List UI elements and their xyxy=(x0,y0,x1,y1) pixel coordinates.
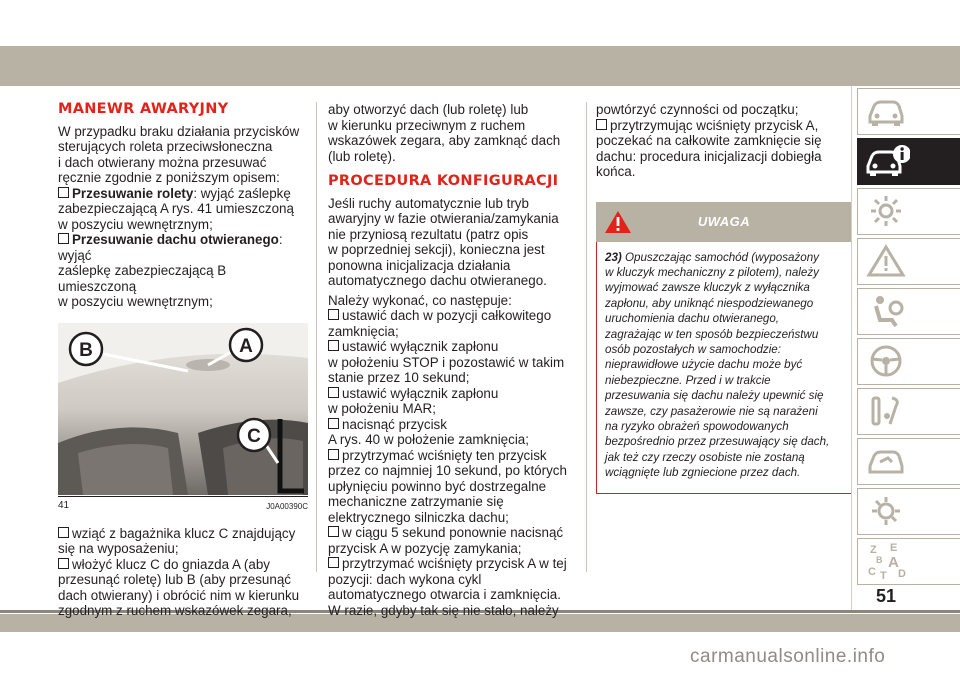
tab-car-i[interactable] xyxy=(857,138,960,185)
warning-body: 23) Opuszczając samochód (wyposażony w kluczyk mechaniczny z pilotem), należy wyjmować zawsze kluczyk z wyłącznika zapłonu, aby uniknąć niespodziewanego uruchomienia dachu otwieranego, zagrażając w ten sposób bezpieczeństwu osób pozostałych w samochodzie: nieprawidłowe użycie dachu może być niebezpieczne. Przed i w trakcie przesuwania się dachu należy upewnić się zawsze, czy pasażerowie nie są narażeni na ryzyko obrażeń spowodowanych bezpośrednio przez przesuwający się dach, jak też czy rzeczy osobiste nie zostaną wciągnięte lub zgniecione przez dach. xyxy=(596,242,852,494)
warning-ref: 23) xyxy=(605,250,622,264)
figure-label-c: C xyxy=(247,425,261,447)
section-title-procedura: PROCEDURA KONFIGURACJI xyxy=(328,173,559,189)
bullet-box-icon xyxy=(328,418,339,429)
bullet-box-icon xyxy=(58,187,69,198)
header-band xyxy=(0,46,960,86)
sidebar-divider xyxy=(851,86,852,610)
page-top-margin xyxy=(0,0,960,46)
car-info-icon xyxy=(866,94,906,128)
tab-tools[interactable] xyxy=(857,388,960,435)
figure-caption xyxy=(58,496,308,511)
bullet-box-icon xyxy=(328,387,339,398)
bullet-box-icon xyxy=(328,449,339,460)
tab-dashboard-lights[interactable] xyxy=(857,188,960,235)
tab-airbag-seat[interactable] xyxy=(857,288,960,335)
tools-icon xyxy=(866,394,906,428)
continued-paragraph: aby otworzyć dach (lub roletę) lub w kierunku przeciwnym z ruchem wskazówek zegara, aby zamknąć dach (lub roletę). xyxy=(328,102,561,164)
dashboard-lights-icon xyxy=(866,194,906,228)
svg-text:T: T xyxy=(880,570,887,581)
technical-data-icon xyxy=(866,494,906,528)
steering-wheel-icon xyxy=(866,344,906,378)
figure-41-photo xyxy=(58,323,308,495)
section-title-manewr: MANEWR AWARYJNY xyxy=(58,101,229,117)
bullet-box-icon xyxy=(328,557,339,568)
step-item: przytrzymać wciśnięty przycisk A w tej pozycji: dach wykona cykl automatycznego otwarcia i zamknięcia. W razie, gdyby tak się nie stało, należy xyxy=(328,556,567,618)
index-icon xyxy=(866,541,912,581)
step-item: przytrzymując wciśnięty przycisk A, poczekać na całkowite zamknięcie się dachu: procedura inicjalizacji dobiegła końca. xyxy=(596,117,822,179)
svg-text:Z: Z xyxy=(870,544,877,556)
procedure-paragraph: Jeśli ruchy automatycznie lub tryb awaryjny w fazie otwierania/zamykania nie przyniosą rezultatu (patrz opis w poprzedniej sekcji), konieczna jest ponowna inicjalizacja działania automatycznego dachu otwieranego. xyxy=(328,195,559,288)
column-2 xyxy=(328,102,578,618)
svg-text:D: D xyxy=(898,568,906,580)
bullet-box-icon xyxy=(328,526,339,537)
svg-text:A: A xyxy=(888,554,899,571)
figure-code: J0A00390C xyxy=(266,501,308,511)
bullet-box-icon xyxy=(328,340,339,351)
tab-car-service[interactable] xyxy=(857,438,960,485)
column-divider xyxy=(316,102,317,572)
warning-triangle-icon xyxy=(866,244,906,278)
figure-label-b: B xyxy=(79,339,93,361)
bullet-box-icon xyxy=(58,558,69,569)
tab-technical-data[interactable] xyxy=(857,488,960,535)
procedure-lead: Należy wykonać, co następuje: xyxy=(328,292,512,308)
tab-warning[interactable] xyxy=(857,238,960,285)
svg-text:C: C xyxy=(868,566,876,578)
continued-line: powtórzyć czynności od początku; xyxy=(596,102,799,117)
svg-text:B: B xyxy=(876,555,883,565)
bullet-box-icon xyxy=(58,527,69,538)
watermark: carmanualsonline.info xyxy=(690,646,886,667)
page-number: 51 xyxy=(876,586,897,606)
intro-paragraph: W przypadku braku działania przycisków sterujących roleta przeciwsłoneczna i dach otwierany można przesuwać ręcznie zgodnie z poniższym opisem: xyxy=(58,123,300,185)
list-item-wziac-klucz: wziąć z bagażnika klucz C znajdujący się na wyposażeniu; xyxy=(58,525,296,556)
list-item-dach: Przesuwanie dachu otwieranego: wyjąć zaślepkę zabezpieczającą B umieszczoną w poszyciu wewnętrznym; xyxy=(58,232,283,309)
list-item-wlozyc-klucz: włożyć klucz C do gniazda A (aby przesunąć roletę) lub B (aby przesunąć dach otwierany) i obrócić nim w kierunku zgodnym z ruchem wskazówek zegara, xyxy=(58,556,300,618)
column-divider xyxy=(586,102,587,572)
car-service-icon xyxy=(866,444,906,478)
tab-steering-wheel[interactable] xyxy=(857,338,960,385)
figure-label-a: A xyxy=(239,335,253,357)
step-item: w ciągu 5 sekund ponownie nacisnąć przycisk A w pozycję zamykania; xyxy=(328,525,564,556)
roof-lining-illustration xyxy=(58,323,308,495)
step-item: ustawić wyłącznik zapłonu w położeniu STOP i pozostawić w takim stanie przez 10 sekund; xyxy=(328,339,565,385)
step-item: nacisnąć przycisk A rys. 40 w położenie zamknięcia; xyxy=(328,416,529,447)
car-i-icon xyxy=(866,144,910,178)
step-item: ustawić wyłącznik zapłonu w położeniu MAR; xyxy=(328,385,499,416)
list-item-roleta: Przesuwanie rolety: wyjąć zaślepkę zabezpieczającą A rys. 41 umieszczoną w poszyciu wewnętrznym; xyxy=(58,185,294,232)
step-item: przytrzymać wciśnięty ten przycisk przez co najmniej 10 sekund, po których upłynięciu powinno być dostrzegalne mechaniczne zatrzymanie się elektrycznego silniczka dachu; xyxy=(328,447,567,525)
bullet-box-icon xyxy=(596,119,607,130)
step-item: ustawić dach w pozycji całkowitego zamknięcia; xyxy=(328,308,552,339)
column-1 xyxy=(58,102,308,619)
figure-number: 41 xyxy=(58,499,70,511)
airbag-seat-icon xyxy=(866,294,906,328)
warning-header xyxy=(596,202,852,242)
tab-index[interactable] xyxy=(857,538,960,585)
bullet-box-icon xyxy=(328,309,339,320)
tab-car-info[interactable] xyxy=(857,88,960,135)
warning-title: UWAGA xyxy=(697,213,751,229)
column-3 xyxy=(596,102,852,494)
svg-text:E: E xyxy=(890,542,898,554)
bullet-box-icon xyxy=(58,233,69,244)
